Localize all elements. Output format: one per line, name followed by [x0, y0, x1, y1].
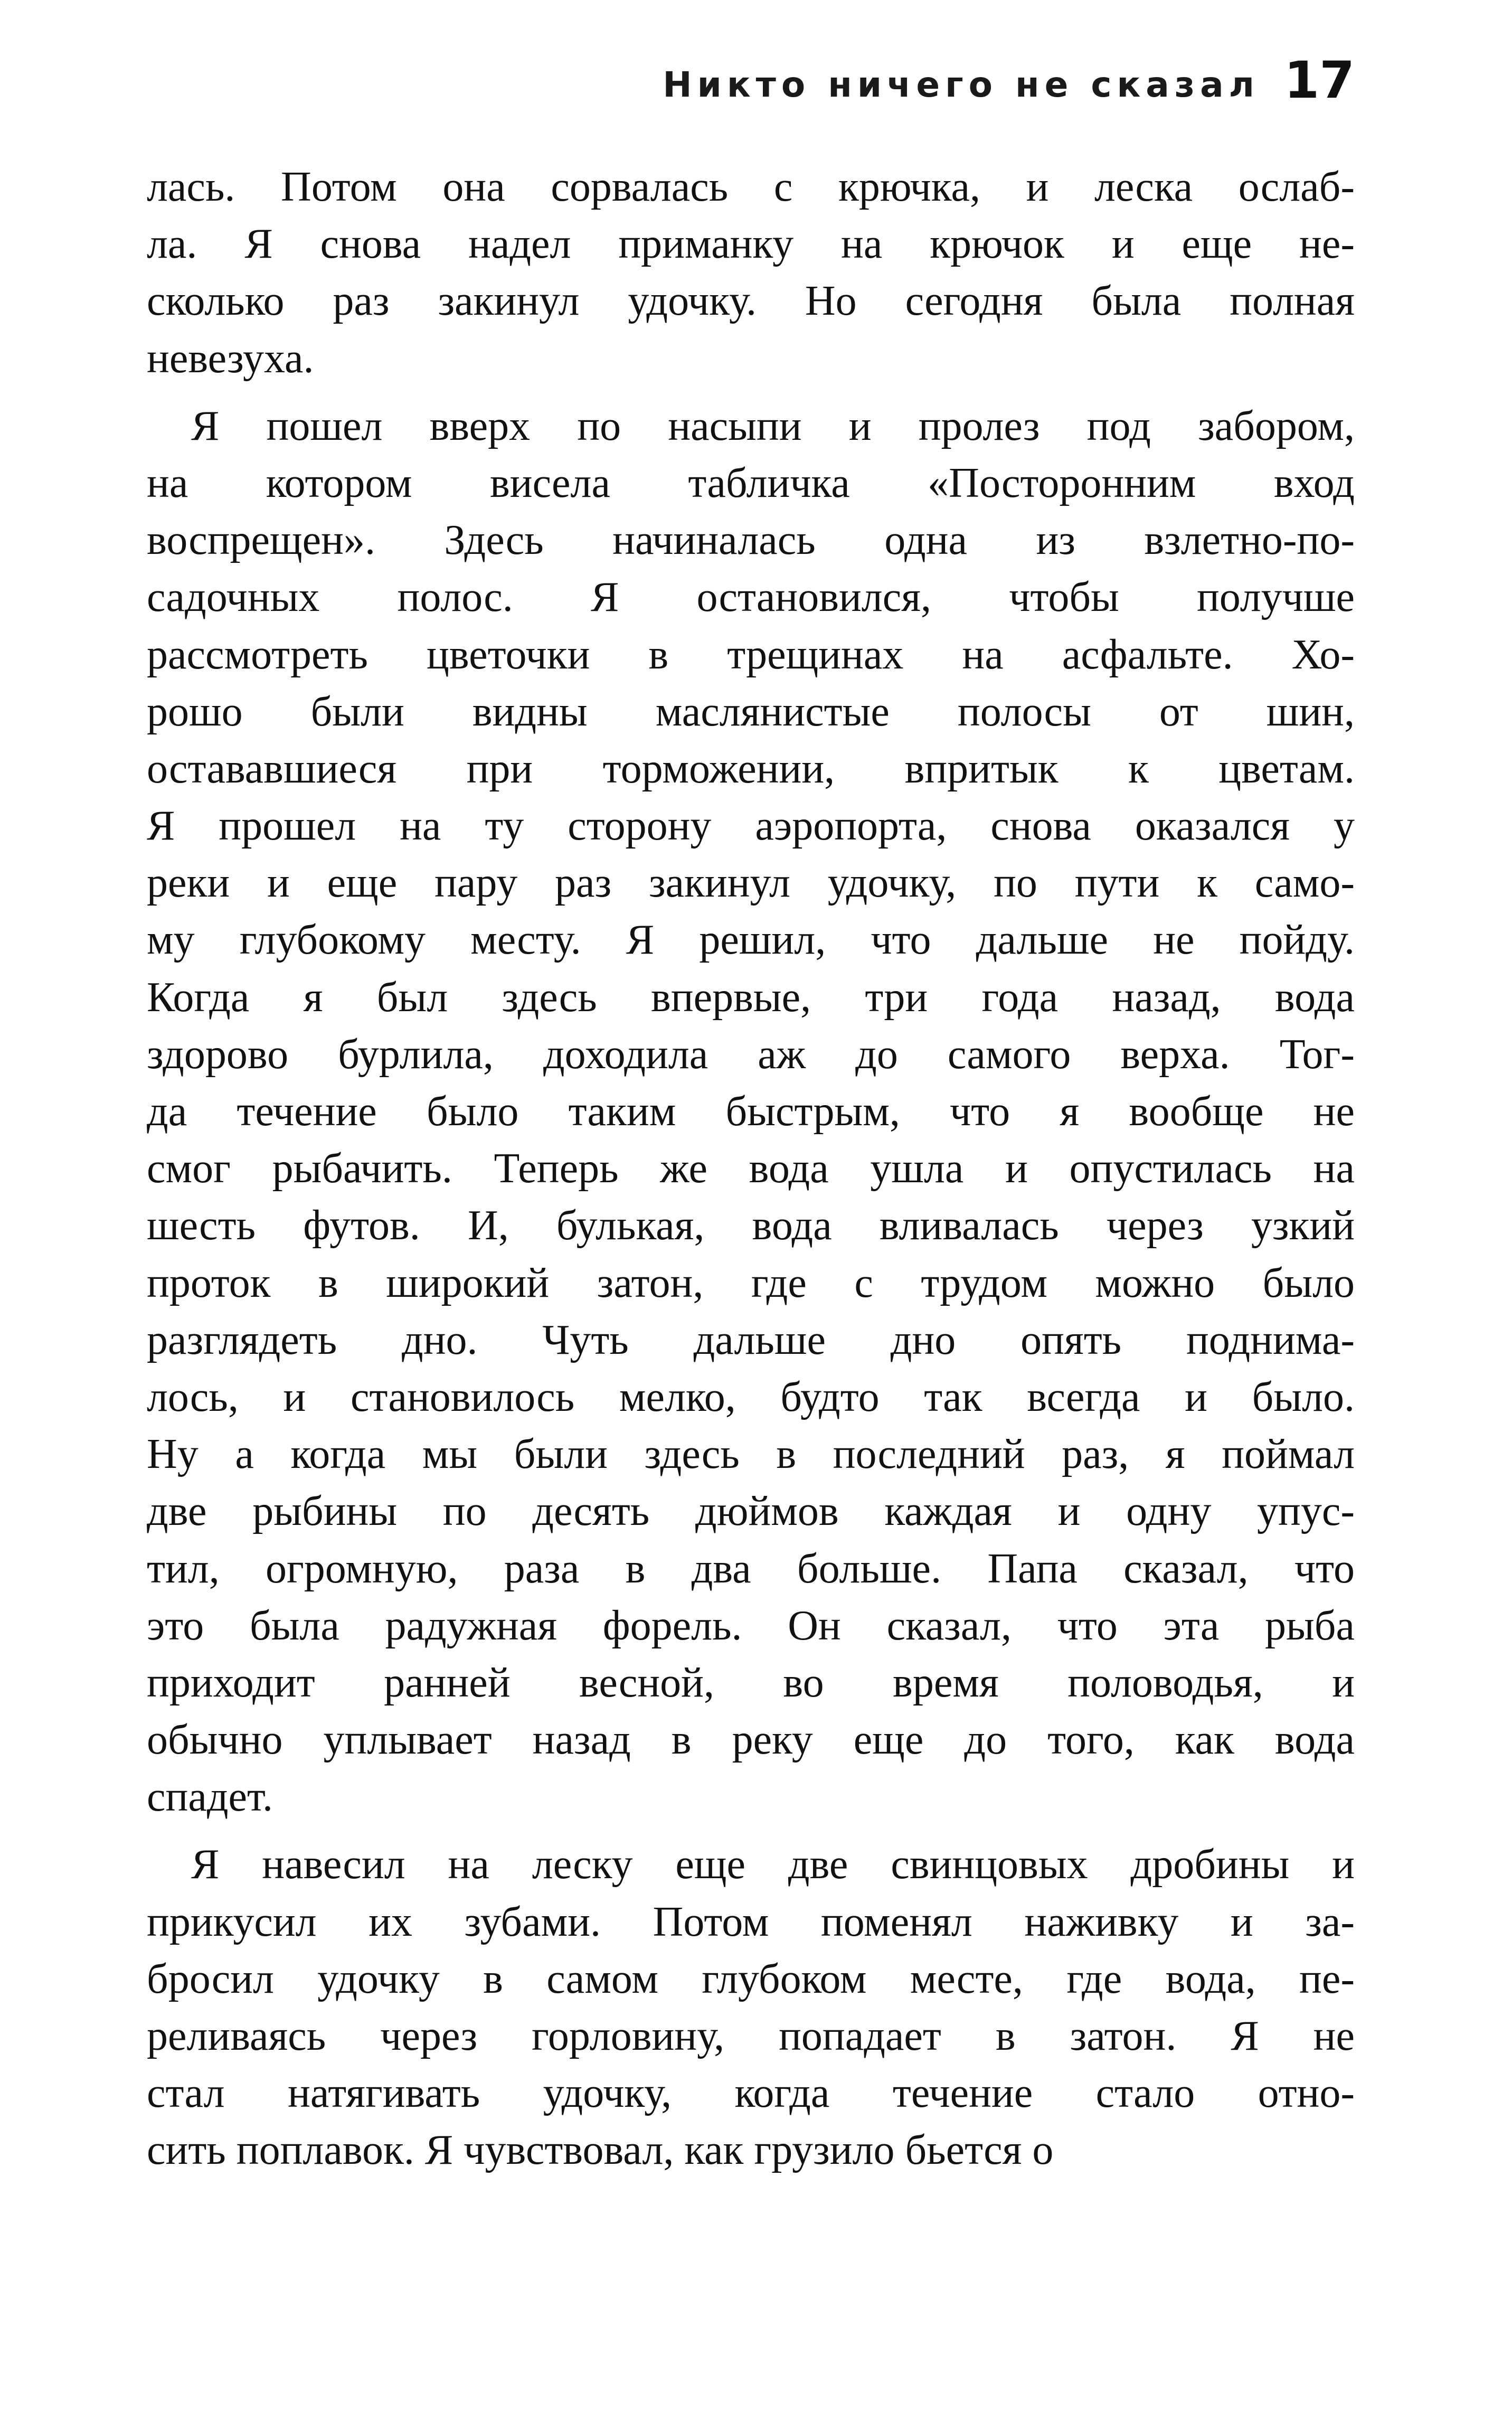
body-text: [147, 158, 1355, 2179]
text-line: Я прошел на ту сторону аэропорта, снова оказался у: [147, 803, 1355, 850]
text-line: да течение было таким быстрым, что я вообще не: [147, 1088, 1355, 1135]
text-line: две рыбины по десять дюймов каждая и одну упус-: [147, 1488, 1355, 1535]
text-line: приходит ранней весной, во время половодья, и: [147, 1659, 1355, 1706]
text-line: невезуха.: [147, 335, 314, 382]
text-line: проток в широкий затон, где с трудом можно было: [147, 1259, 1355, 1306]
text-line: бросил удочку в самом глубоком месте, где вода, пе-: [147, 1955, 1355, 2002]
paragraph: [147, 398, 1355, 1826]
text-line: прикусил их зубами. Потом поменял наживку и за-: [147, 1898, 1355, 1945]
running-header: [147, 51, 1355, 114]
text-line: лась. Потом она сорвалась с крючка, и леска ослаб-: [147, 164, 1355, 210]
text-line: сколько раз закинул удочку. Но сегодня была полная: [147, 278, 1355, 325]
text-line: обычно уплывает назад в реку еще до того, как вода: [147, 1717, 1355, 1764]
paragraph: [147, 1836, 1355, 2179]
text-line: рассмотреть цветочки в трещинах на асфальте. Хо-: [147, 631, 1355, 678]
text-line: воспрещен». Здесь начиналась одна из взлетно-по-: [147, 517, 1355, 564]
running-title: Никто ничего не сказал: [663, 64, 1260, 105]
text-line: реливаясь через горловину, попадает в затон. Я не: [147, 2013, 1355, 2059]
page-number: 17: [1284, 51, 1355, 110]
text-line: ла. Я снова надел приманку на крючок и еще не-: [147, 221, 1355, 268]
text-line: му глубокому месту. Я решил, что дальше не пойду.: [147, 917, 1355, 964]
text-line: Когда я был здесь впервые, три года назад, вода: [147, 974, 1355, 1021]
text-line: реки и еще пару раз закинул удочку, по пути к само-: [147, 860, 1355, 907]
text-line: здорово бурлила, доходила аж до самого верха. Тог-: [147, 1031, 1355, 1078]
text-line: Я пошел вверх по насыпи и пролез под забором,: [191, 402, 1355, 449]
text-line: стал натягивать удочку, когда течение стало отно-: [147, 2070, 1355, 2117]
text-line: лось, и становилось мелко, будто так всегда и было.: [147, 1373, 1355, 1420]
text-line: разглядеть дно. Чуть дальше дно опять поднима-: [147, 1316, 1355, 1363]
text-line: сить поплавок. Я чувствовал, как грузило бьется о: [147, 2127, 1054, 2174]
paragraph-gap: [147, 387, 1355, 398]
text-line: тил, огромную, раза в два больше. Папа сказал, что: [147, 1545, 1355, 1592]
text-line: рошо были видны маслянистые полосы от шин,: [147, 688, 1355, 735]
text-line: на котором висела табличка «Посторонним вход: [147, 459, 1355, 506]
text-line: смог рыбачить. Теперь же вода ушла и опустилась на: [147, 1145, 1355, 1192]
paragraph-gap: [147, 1825, 1355, 1836]
text-line: шесть футов. И, булькая, вода вливалась через узкий: [147, 1202, 1355, 1249]
text-line: остававшиеся при торможении, впритык к цветам.: [147, 745, 1355, 792]
text-line: садочных полос. Я остановился, чтобы получше: [147, 574, 1355, 621]
text-line: Ну а когда мы были здесь в последний раз, я поймал: [147, 1431, 1355, 1478]
paragraph: [147, 158, 1355, 387]
text-line: спадет.: [147, 1774, 273, 1821]
text-line: Я навесил на леску еще две свинцовых дробины и: [191, 1841, 1355, 1888]
text-line: это была радужная форель. Он сказал, что эта рыба: [147, 1602, 1355, 1649]
